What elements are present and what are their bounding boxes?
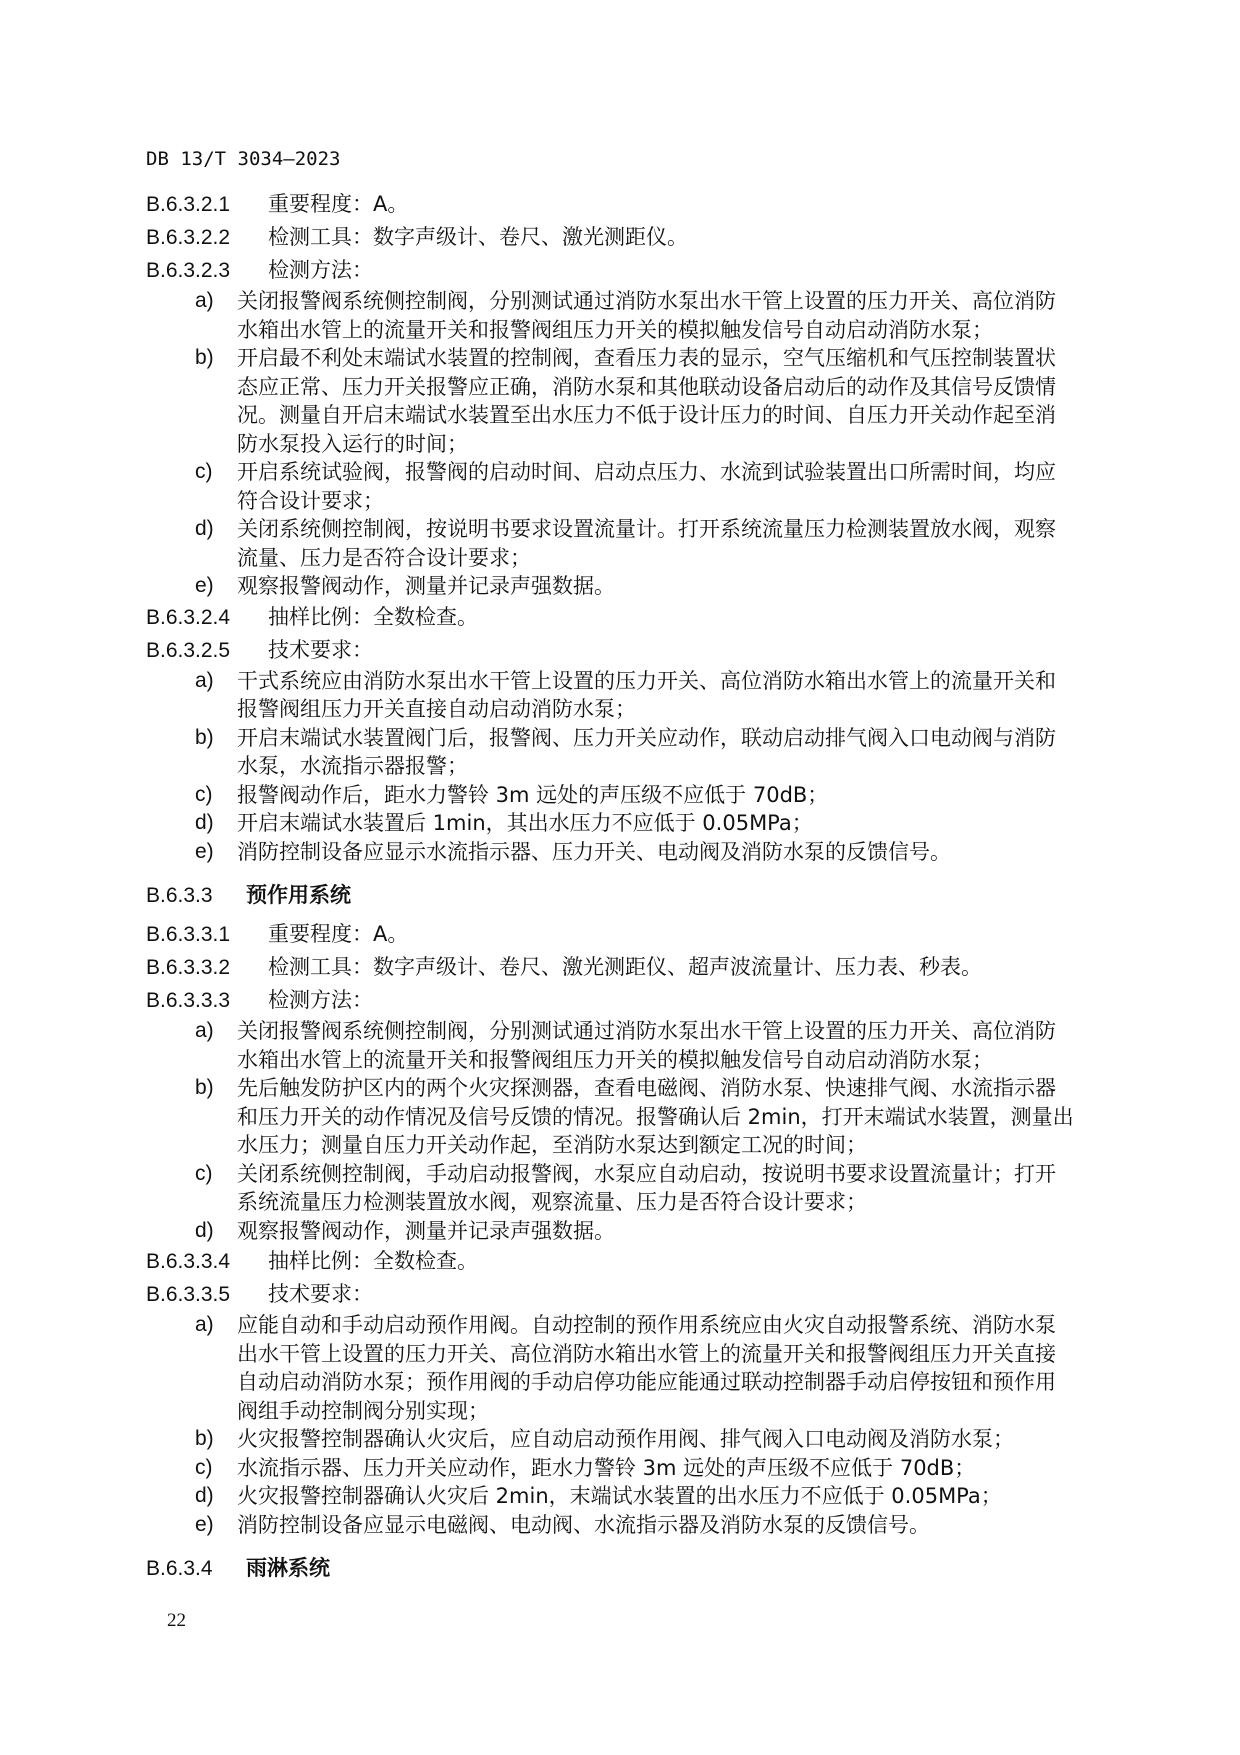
list-item-text-line: 水箱出水管上的流量开关和报警阀组压力开关的模拟触发信号自动启动消防水泵； [237,317,993,342]
list-item [146,287,1106,344]
clause-text: 检测方法： [268,988,373,1012]
list-item-text-line: 水箱出水管上的流量开关和报警阀组压力开关的模拟触发信号自动启动消防水泵； [237,1047,993,1072]
clause-number: B.6.3.3.4 [146,1250,231,1273]
list-item [146,809,1106,838]
list-item [146,1074,1106,1160]
list-item-letter: a) [195,289,214,312]
list-item-letter: a) [195,668,214,692]
list-item-text-line: 关闭报警阀系统侧控制阀，分别测试通过消防水泵出水干管上设置的压力开关、高位消防 [237,289,1056,313]
list-item-text-line: 流量、压力是否符合设计要求； [237,545,531,570]
clause [146,221,1106,254]
clause-text: 重要程度：A。 [268,922,409,946]
list-item-letter: b) [195,725,214,749]
list-item [146,572,1106,601]
list-item-text-line: 干式系统应由消防水泵出水干管上设置的压力开关、高位消防水箱出水管上的流量开关和 [237,668,1056,693]
list-item-text-line: 观察报警阀动作，测量并记录声强数据。 [237,1218,615,1243]
clause-text: 检测工具：数字声级计、卷尺、激光测距仪。 [268,225,688,249]
list-item [146,1017,1106,1074]
list-item-text-line: 开启末端试水装置后 1min，其出水压力不应低于 0.05MPa； [237,811,813,835]
list-item-letter: d) [195,1484,214,1507]
clause-text: 重要程度：A。 [268,192,409,216]
clause-text: 检测方法： [268,258,373,282]
clause-text: 雨淋系统 [246,1556,330,1580]
list-item-text-line: 观察报警阀动作，测量并记录声强数据。 [237,574,615,598]
list-item-text-line: 系统流量压力检测装置放水阀，观察流量、压力是否符合设计要求； [237,1190,867,1214]
list-item-letter: d) [195,517,214,540]
list-item-text-line: 应能自动和手动启动预作用阀。自动控制的预作用系统应由火灾自动报警系统、消防水泵 [237,1313,1056,1337]
list-item-letter: d) [195,811,214,834]
clause-text: 检测工具：数字声级计、卷尺、激光测距仪、超声波流量计、压力表、秒表。 [268,955,982,979]
clause-number: B.6.3.4 [146,1557,213,1580]
list-item-text-line: 自动启动消防水泵；预作用阀的手动启停功能应能通过联动控制器手动启停按钮和预作用 [237,1370,1056,1394]
clause [146,1245,1106,1278]
list-item-letter: b) [195,1076,214,1099]
clause [146,188,1106,221]
document-body [146,188,1106,1591]
list-item-text-line: 防水泵投入运行的时间； [237,431,468,456]
list-item [146,838,1106,867]
clause-number: B.6.3.3 [146,884,213,907]
list-item-letter: c) [195,1455,213,1479]
page-number: 22 [167,1610,186,1631]
clause-number: B.6.3.3.2 [146,956,231,979]
clause-number: B.6.3.2.5 [146,638,231,662]
clause-number: B.6.3.2.1 [146,193,231,216]
clause-text: 抽样比例：全数检查。 [268,1249,478,1273]
list-item-text-line: 阀组手动控制阀分别实现； [237,1398,489,1423]
clause-number: B.6.3.3.5 [146,1283,231,1306]
clause-number: B.6.3.3.3 [146,989,231,1012]
list-item-text-line: 先后触发防护区内的两个火灾探测器，查看电磁阀、消防水泵、快速排气阀、水流指示器 [237,1076,1056,1100]
clause [146,601,1106,634]
document-code-header: DB 13/T 3034—2023 [146,148,341,170]
list-item [146,1511,1106,1540]
list-item [146,781,1106,810]
list-item-letter: e) [195,1512,214,1536]
clause [146,984,1106,1017]
list-item-text-line: 开启最不利处末端试水装置的控制阀，查看压力表的显示，空气压缩机和气压控制装置状 [237,346,1056,370]
list-item-text-line: 开启系统试验阀，报警阀的启动时间、启动点压力、水流到试验装置出口所需时间，均应 [237,460,1056,484]
list-item-text-line: 水流指示器、压力开关应动作，距水力警铃 3m 远处的声压级不应低于 70dB； [237,1455,976,1480]
clause-text: 技术要求： [268,637,373,662]
list-item-text-line: 开启末端试水装置阀门后，报警阀、压力开关应动作，联动启动排气阀入口电动阀与消防 [237,725,1056,750]
list-item-text-line: 符合设计要求； [237,488,384,513]
clause-number: B.6.3.2.4 [146,605,231,629]
list-item [146,344,1106,458]
list-item-text-line: 关闭系统侧控制阀，按说明书要求设置流量计。打开系统流量压力检测装置放水阀，观察 [237,517,1056,541]
list-item [146,515,1106,572]
list-item-letter: e) [195,839,214,863]
list-item-text-line: 关闭系统侧控制阀，手动启动报警阀，水泵应自动启动，按说明书要求设置流量计；打开 [237,1161,1056,1186]
list-item [146,1217,1106,1246]
list-item-text-line: 消防控制设备应显示电磁阀、电动阀、水流指示器及消防水泵的反馈信号。 [237,1512,930,1537]
list-item-letter: a) [195,1019,214,1042]
list-item [146,458,1106,515]
list-item-text-line: 水压力；测量自压力开关动作起，至消防水泵达到额定工况的时间； [237,1133,867,1157]
clause-number: B.6.3.2.3 [146,259,231,282]
list-item-text-line: 态应正常、压力开关报警应正确，消防水泵和其他联动设备启动后的动作及其信号反馈情 [237,374,1056,399]
section-heading [146,879,1106,912]
list-item-text-line: 和压力开关的动作情况及信号反馈的情况。报警确认后 2min，打开末端试水装置，测量出 [237,1104,1074,1129]
list-item [146,667,1106,724]
list-item [146,1311,1106,1425]
clause-number: B.6.3.2.2 [146,226,231,249]
list-item-text-line: 报警阀动作后，距水力警铃 3m 远处的声压级不应低于 70dB； [237,782,829,807]
list-item-text-line: 火灾报警控制器确认火灾后，应自动启动预作用阀、排气阀入口电动阀及消防水泵； [237,1427,1014,1451]
clause-text: 抽样比例：全数检查。 [268,604,478,629]
list-item-letter: b) [195,1427,214,1450]
list-item-text-line: 火灾报警控制器确认火灾后 2min，末端试水装置的出水压力不应低于 0.05MPa； [237,1484,1002,1508]
clause-text: 技术要求： [268,1282,373,1306]
section-heading [146,1552,1106,1585]
list-item-letter: e) [195,574,214,597]
clause [146,918,1106,951]
list-item-letter: c) [195,1161,213,1185]
list-item-text-line: 消防控制设备应显示水流指示器、压力开关、电动阀及消防水泵的反馈信号。 [237,839,951,864]
list-item-text-line: 水泵，水流指示器报警； [237,754,468,778]
clause [146,634,1106,667]
list-item [146,1482,1106,1511]
list-item-letter: d) [195,1218,214,1242]
list-item [146,724,1106,781]
list-item-letter: c) [195,782,213,806]
list-item-letter: b) [195,346,214,369]
clause [146,951,1106,984]
list-item-letter: a) [195,1313,214,1336]
clause [146,1278,1106,1311]
list-item-text-line: 出水干管上设置的压力开关、高位消防水箱出水管上的流量开关和报警阀组压力开关直接 [237,1341,1056,1366]
list-item-letter: c) [195,460,213,483]
list-item [146,1454,1106,1483]
clause-number: B.6.3.3.1 [146,923,231,946]
clause [146,254,1106,287]
clause-text: 预作用系统 [246,883,351,907]
list-item-text-line: 报警阀组压力开关直接自动启动消防水泵； [237,697,636,721]
list-item [146,1160,1106,1217]
list-item-text-line: 况。测量自开启末端试水装置至出水压力不低于设计压力的时间、自压力开关动作起至消 [237,403,1056,427]
list-item [146,1425,1106,1454]
list-item-text-line: 关闭报警阀系统侧控制阀，分别测试通过消防水泵出水干管上设置的压力开关、高位消防 [237,1019,1056,1043]
